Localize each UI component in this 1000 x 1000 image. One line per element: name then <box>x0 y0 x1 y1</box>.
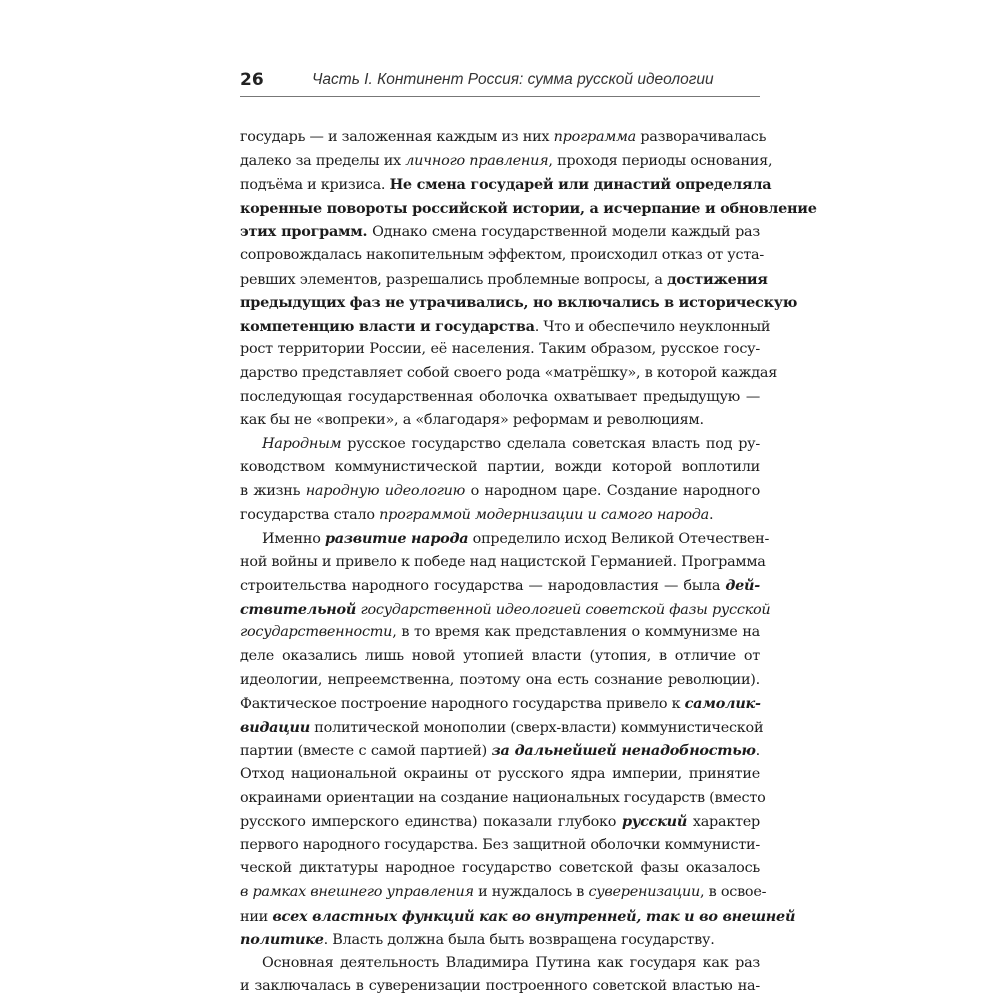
text-segment: о народном царе. Создание народного <box>465 482 761 499</box>
text-line <box>240 881 767 905</box>
text-line <box>240 857 760 881</box>
text-line <box>240 173 772 197</box>
text-segment: развитие народа <box>324 530 469 548</box>
text-line <box>240 810 760 834</box>
text-segment: видации <box>240 718 310 736</box>
text-segment: ревших элементов, разрешались проблемные вопросы, а <box>240 271 668 288</box>
text-segment: партии (вместе с самой партией) <box>240 743 492 760</box>
text-segment: характер <box>687 814 761 831</box>
text-segment: предыдущих фаз не утрачивались, но включались в историческую <box>240 294 798 312</box>
text-line <box>240 669 760 693</box>
text-line <box>240 197 817 221</box>
text-segment: определило исход Великой Отечествен- <box>468 531 770 548</box>
text-segment: в жизнь <box>240 482 306 499</box>
text-segment: Именно <box>262 531 325 548</box>
text-segment: всех властных функций как во внутренней, так и во внешней <box>272 907 796 925</box>
running-head: Часть I. Континент Россия: сумма русской идеологии <box>312 71 714 88</box>
text-line <box>240 268 768 292</box>
text-segment: деле оказались лишь новой утопией власти (утопия, в отличие от <box>240 648 760 665</box>
text-segment: программой модернизации и самого народа <box>379 506 709 523</box>
text-line <box>240 150 773 174</box>
text-segment: рост территории России, её населения. Таким образом, русское госу- <box>240 341 760 358</box>
text-segment: ческой диктатуры народное государство советской фазы оказалось <box>240 860 760 877</box>
text-segment: последующая государственная оболочка охватывает предыдущую — <box>240 388 760 405</box>
text-segment: достижения <box>667 270 768 288</box>
text-segment: , в освое- <box>700 884 767 900</box>
text-line <box>240 834 760 858</box>
text-segment: личного правления <box>405 152 549 169</box>
text-line <box>240 220 760 244</box>
text-segment: политике <box>240 931 324 949</box>
text-line <box>240 480 760 504</box>
text-segment: коренные повороты российской истории, а исчерпание и обновление <box>240 199 817 217</box>
body-text <box>240 126 817 999</box>
text-segment: дей- <box>725 577 760 595</box>
text-line <box>240 456 760 480</box>
text-segment: окраинами ориентации на создание национальных государств (вместо <box>240 789 766 806</box>
text-segment: . <box>708 506 714 523</box>
text-segment: , в то время как представления о коммунизме на <box>392 624 760 641</box>
text-segment: , проходя периоды основания, <box>548 152 773 169</box>
text-line <box>240 338 760 362</box>
text-line <box>240 621 760 645</box>
text-segment: Народным <box>262 435 342 452</box>
text-segment: государственности <box>240 624 393 641</box>
text-segment: . Власть должна была быть возвращена государству. <box>323 932 715 949</box>
text-segment: сопровождалась накопительным эффектом, происходил отказ от уста- <box>240 246 764 263</box>
text-segment: и нуждалось в <box>473 884 589 900</box>
text-line <box>240 362 778 386</box>
text-segment: программа <box>553 129 637 145</box>
text-segment: русский <box>621 813 688 831</box>
text-line <box>240 574 760 598</box>
text-line <box>240 787 766 811</box>
page-header <box>240 68 760 94</box>
text-line <box>240 905 796 929</box>
text-segment: ствительной <box>240 600 357 618</box>
text-segment: первого народного государства. Без защитной оболочки коммунисти- <box>240 836 760 853</box>
text-line <box>240 692 760 716</box>
text-line <box>240 551 766 575</box>
text-segment: Основная деятельность Владимира Путина как государя как раз <box>262 954 760 971</box>
text-line <box>240 409 760 433</box>
text-segment: суверенизации <box>588 884 701 900</box>
text-line <box>240 928 760 952</box>
text-segment: русского имперского единства) показали глубоко <box>240 814 622 831</box>
text-segment: . <box>755 743 760 760</box>
text-line <box>240 763 760 787</box>
text-segment: политической монополии (сверх-власти) коммунистической <box>309 719 764 736</box>
text-line <box>240 952 760 976</box>
text-segment: государь — и заложенная каждым из них <box>240 129 554 145</box>
text-line <box>240 315 771 339</box>
text-line <box>240 716 764 740</box>
text-segment: государства стало <box>240 506 380 523</box>
text-segment: разворачивалась <box>636 129 767 145</box>
text-line <box>240 433 760 457</box>
text-segment: ной войны и привело к победе над нацистской Германией. Программа <box>240 553 766 570</box>
text-segment: как бы не «вопреки», а «благодаря» реформам и революциям. <box>240 412 704 429</box>
text-segment: далеко за пределы их <box>240 152 406 169</box>
text-line <box>240 527 770 551</box>
header-divider <box>240 96 760 97</box>
text-line <box>240 386 760 410</box>
text-segment: компетенцию власти и государства <box>240 317 535 335</box>
text-segment: Отход национальной окраины от русского ядра империи, принятие <box>240 766 760 783</box>
text-line <box>240 598 771 622</box>
text-segment: Фактическое построение народного государства привело к <box>240 696 685 713</box>
text-segment: строительства народного государства — народовластия — была <box>240 578 726 595</box>
text-segment: за дальнейшей ненадобностью <box>491 742 756 760</box>
text-segment: народную идеологию <box>305 482 466 499</box>
text-segment: и заключалась в суверенизации построенного советской властью на- <box>240 978 760 995</box>
text-line <box>240 645 760 669</box>
text-segment: этих программ. <box>240 223 368 241</box>
text-segment: Не смена государей или династий определяла <box>389 176 772 194</box>
text-segment: Однако смена государственной модели каждый раз <box>367 224 760 241</box>
text-segment: в рамках внешнего управления <box>240 884 474 900</box>
text-line <box>240 126 767 150</box>
text-segment: дарство представляет собой своего рода «матрёшку», в которой каждая <box>240 364 778 381</box>
text-segment: ководством коммунистической партии, вожди которой воплотили <box>240 459 760 476</box>
text-line <box>240 244 764 268</box>
text-segment: самолик- <box>684 695 761 713</box>
text-segment: государственной идеологией советской фазы русской <box>356 601 771 618</box>
text-line <box>240 739 760 763</box>
text-segment: . Что и обеспечило неуклонный <box>534 318 771 335</box>
text-segment: русское государство сделала советская власть под ру- <box>341 435 760 452</box>
text-segment: идеологии, непреемственна, поэтому она есть сознание революции). <box>240 671 760 688</box>
text-line <box>240 504 760 528</box>
text-segment: подъёма и кризиса. <box>240 177 390 194</box>
page-number: 26 <box>240 70 264 90</box>
text-segment: нии <box>240 908 273 925</box>
text-line <box>240 291 798 315</box>
text-line <box>240 975 760 999</box>
